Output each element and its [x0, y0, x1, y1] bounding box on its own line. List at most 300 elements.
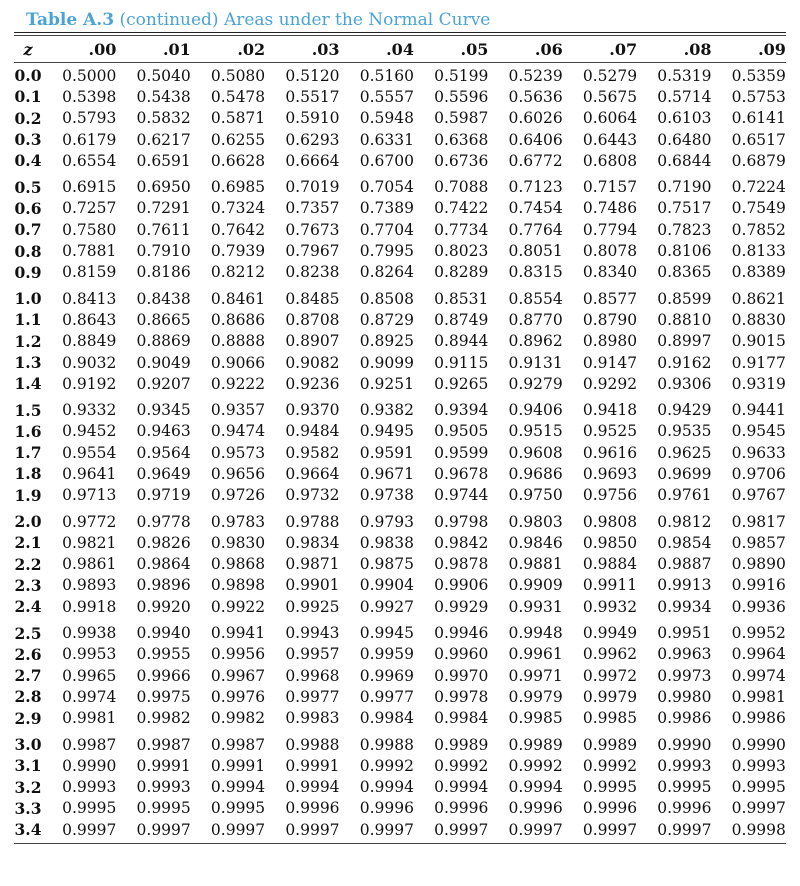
- table-cell: 0.9956: [210, 645, 266, 664]
- table-cell: 0.9993: [136, 778, 191, 797]
- table-cell: 0.9996: [582, 799, 638, 818]
- table-cell: 0.7157: [582, 178, 638, 197]
- z-value: 2.7: [14, 666, 42, 686]
- table-row: [14, 108, 786, 129]
- z-value: 0.4: [14, 151, 42, 171]
- table-cell: 0.9236: [285, 374, 340, 393]
- table-cell: 0.6064: [582, 109, 638, 128]
- z-value: 2.9: [14, 708, 42, 728]
- table-cell: 0.9994: [434, 778, 489, 797]
- table-cell: 0.9357: [210, 401, 266, 420]
- table-cell: 0.9706: [731, 464, 786, 483]
- table-cell: 0.8159: [62, 263, 117, 282]
- table-cell: 0.9959: [359, 645, 414, 664]
- table-cell: 0.6591: [136, 151, 191, 170]
- table-cell: 0.9671: [359, 464, 414, 483]
- table-cell: 0.9625: [657, 443, 712, 462]
- z-value: 2.2: [14, 554, 42, 574]
- table-cell: 0.9974: [731, 666, 786, 685]
- table-cell: 0.7794: [582, 220, 638, 239]
- table-cell: 0.5675: [582, 87, 638, 106]
- table-cell: 0.9927: [359, 597, 414, 616]
- table-cell: 0.9997: [62, 820, 117, 839]
- table-cell: 0.9996: [434, 799, 489, 818]
- table-cell: 0.9992: [359, 756, 414, 775]
- table-caption: [26, 10, 490, 30]
- table-cell: 0.8962: [508, 332, 563, 351]
- table-cell: 0.7190: [657, 178, 712, 197]
- table-cell: 0.9641: [62, 464, 117, 483]
- table-cell: 0.9452: [62, 422, 117, 441]
- table-cell: 0.9857: [731, 533, 786, 552]
- table-cell: 0.9292: [582, 374, 638, 393]
- header-col: .07: [609, 39, 638, 59]
- table-cell: 0.9916: [731, 576, 786, 595]
- table-cell: 0.9429: [657, 401, 712, 420]
- table-cell: 0.9778: [136, 512, 191, 531]
- table-cell: 0.9783: [210, 512, 266, 531]
- table-cell: 0.7224: [731, 178, 786, 197]
- table-cell: 0.9032: [62, 353, 117, 372]
- table-cell: 0.9162: [657, 353, 712, 372]
- table-cell: 0.9463: [136, 422, 191, 441]
- table-cell: 0.9979: [582, 687, 638, 706]
- table-cell: 0.9992: [508, 756, 563, 775]
- table-cell: 0.5199: [434, 66, 489, 85]
- table-row: [14, 86, 786, 107]
- table-cell: 0.9906: [434, 576, 489, 595]
- table-cell: 0.9896: [136, 576, 191, 595]
- table-cell: 0.9995: [62, 799, 117, 818]
- table-cell: 0.6368: [434, 130, 489, 149]
- table-cell: 0.9941: [210, 624, 266, 643]
- table-cell: 0.9582: [285, 443, 340, 462]
- table-cell: 0.7823: [657, 220, 712, 239]
- z-value: 1.7: [14, 443, 42, 463]
- table-cell: 0.6950: [136, 178, 191, 197]
- header-z: z: [23, 39, 33, 59]
- table-cell: 0.6554: [62, 151, 117, 170]
- table-cell: 0.9995: [136, 799, 191, 818]
- table-cell: 0.8621: [731, 289, 786, 308]
- table-cell: 0.8461: [210, 289, 266, 308]
- table-cell: 0.8340: [582, 263, 638, 282]
- table-cell: 0.9982: [210, 709, 266, 728]
- table-cell: 0.9977: [359, 687, 414, 706]
- table-cell: 0.9913: [657, 576, 712, 595]
- table-cell: 0.9946: [434, 624, 489, 643]
- header-col: .02: [237, 39, 266, 59]
- table-cell: 0.7088: [434, 178, 489, 197]
- table-row: [14, 442, 786, 463]
- table-cell: 0.9535: [657, 422, 712, 441]
- table-row: [14, 644, 786, 665]
- table-cell: 0.9545: [731, 422, 786, 441]
- table-cell: 0.7734: [434, 220, 489, 239]
- table-cell: 0.9940: [136, 624, 191, 643]
- table-cell: 0.7967: [285, 242, 340, 261]
- table-cell: 0.6217: [136, 130, 191, 149]
- table-cell: 0.9633: [731, 443, 786, 462]
- table-cell: 0.9953: [62, 645, 117, 664]
- table-row: [14, 373, 786, 394]
- table-row: [14, 240, 786, 261]
- header-col: .01: [162, 39, 191, 59]
- z-value: 0.9: [14, 262, 42, 282]
- table-cell: 0.9989: [434, 735, 489, 754]
- table-cell: 0.9821: [62, 533, 117, 552]
- table-cell: 0.9842: [434, 533, 489, 552]
- table-cell: 0.8708: [285, 310, 340, 329]
- table-row: [14, 65, 786, 86]
- table-caption-label: Table A.3: [26, 10, 115, 30]
- z-value: 2.5: [14, 623, 42, 643]
- table-cell: 0.5160: [359, 66, 414, 85]
- table-cell: 0.9192: [62, 374, 117, 393]
- table-cell: 0.5279: [582, 66, 638, 85]
- table-cell: 0.7257: [62, 199, 117, 218]
- table-cell: 0.5636: [508, 87, 563, 106]
- table-cell: 0.9938: [62, 624, 117, 643]
- table-cell: 0.9990: [657, 735, 712, 754]
- table-row: [14, 198, 786, 219]
- table-cell: 0.9994: [285, 778, 340, 797]
- table-cell: 0.9898: [210, 576, 266, 595]
- z-value: 1.0: [14, 289, 42, 309]
- table-cell: 0.9991: [136, 756, 191, 775]
- table-cell: 0.9656: [210, 464, 266, 483]
- z-value: 0.7: [14, 220, 42, 240]
- z-value: 2.1: [14, 533, 42, 553]
- table-cell: 0.7995: [359, 242, 414, 261]
- table-cell: 0.9992: [582, 756, 638, 775]
- table-cell: 0.9994: [508, 778, 563, 797]
- table-cell: 0.7389: [359, 199, 414, 218]
- table-cell: 0.9099: [359, 353, 414, 372]
- table-cell: 0.8907: [285, 332, 340, 351]
- table-cell: 0.9965: [62, 666, 117, 685]
- table-cell: 0.7517: [657, 199, 712, 218]
- table-cell: 0.8264: [359, 263, 414, 282]
- table-cell: 0.9996: [508, 799, 563, 818]
- z-value: 0.5: [14, 177, 42, 197]
- table-cell: 0.9015: [731, 332, 786, 351]
- table-cell: 0.9750: [508, 486, 563, 505]
- table-cell: 0.7123: [508, 178, 563, 197]
- table-cell: 0.6808: [582, 151, 638, 170]
- table-cell: 0.9972: [582, 666, 638, 685]
- table-cell: 0.7642: [210, 220, 266, 239]
- z-value: 3.1: [14, 756, 42, 776]
- z-value: 0.6: [14, 198, 42, 218]
- table-cell: 0.6844: [657, 151, 712, 170]
- table-cell: 0.7704: [359, 220, 414, 239]
- header-col: .08: [683, 39, 712, 59]
- table-cell: 0.9929: [434, 597, 489, 616]
- table-row: [14, 309, 786, 330]
- table-cell: 0.9991: [210, 756, 266, 775]
- table-cell: 0.9793: [359, 512, 414, 531]
- header-row: [14, 36, 786, 62]
- table-cell: 0.9901: [285, 576, 340, 595]
- table-cell: 0.5910: [285, 109, 340, 128]
- table-cell: 0.9608: [508, 443, 563, 462]
- table-cell: 0.9997: [434, 820, 489, 839]
- table-cell: 0.9994: [210, 778, 266, 797]
- table-cell: 0.9993: [731, 756, 786, 775]
- table-cell: 0.9850: [582, 533, 638, 552]
- z-value: 3.0: [14, 735, 42, 755]
- table-cell: 0.9082: [285, 353, 340, 372]
- table-cell: 0.9834: [285, 533, 340, 552]
- header-col: .03: [311, 39, 340, 59]
- table-cell: 0.5478: [210, 87, 266, 106]
- table-cell: 0.9573: [210, 443, 266, 462]
- table-cell: 0.9406: [508, 401, 563, 420]
- table-cell: 0.9990: [731, 735, 786, 754]
- table-cell: 0.5948: [359, 109, 414, 128]
- table-cell: 0.8389: [731, 263, 786, 282]
- table-cell: 0.9963: [657, 645, 712, 664]
- table-cell: 0.9505: [434, 422, 489, 441]
- table-cell: 0.9981: [731, 687, 786, 706]
- table-cell: 0.5596: [434, 87, 489, 106]
- table-cell: 0.9974: [62, 687, 117, 706]
- table-cell: 0.9943: [285, 624, 340, 643]
- table-cell: 0.9904: [359, 576, 414, 595]
- table-cell: 0.9147: [582, 353, 638, 372]
- table-cell: 0.9599: [434, 443, 489, 462]
- table-cell: 0.9207: [136, 374, 191, 393]
- table-cell: 0.9922: [210, 597, 266, 616]
- table-cell: 0.9115: [434, 353, 489, 372]
- table-cell: 0.9979: [508, 687, 563, 706]
- table-cell: 0.9761: [657, 486, 712, 505]
- table-row: [14, 554, 786, 575]
- normal-curve-table: [14, 32, 786, 844]
- table-cell: 0.9345: [136, 401, 191, 420]
- table-cell: 0.9962: [582, 645, 638, 664]
- table-cell: 0.9990: [62, 756, 117, 775]
- table-cell: 0.8643: [62, 310, 117, 329]
- table-cell: 0.9564: [136, 443, 191, 462]
- table-cell: 0.6103: [657, 109, 712, 128]
- table-cell: 0.5832: [136, 109, 191, 128]
- table-cell: 0.5239: [508, 66, 563, 85]
- table-cell: 0.9993: [657, 756, 712, 775]
- table-row: [14, 352, 786, 373]
- table-cell: 0.9970: [434, 666, 489, 685]
- table-cell: 0.8790: [582, 310, 638, 329]
- table-cell: 0.9319: [731, 374, 786, 393]
- table-cell: 0.9995: [731, 778, 786, 797]
- table-cell: 0.7910: [136, 242, 191, 261]
- table-cell: 0.9982: [136, 709, 191, 728]
- table-cell: 0.9222: [210, 374, 266, 393]
- table-cell: 0.8413: [62, 289, 117, 308]
- table-cell: 0.8980: [582, 332, 638, 351]
- table-cell: 0.9826: [136, 533, 191, 552]
- header-col: .00: [88, 39, 117, 59]
- table-cell: 0.9987: [210, 735, 266, 754]
- table-row: [14, 575, 786, 596]
- table-cell: 0.9984: [434, 709, 489, 728]
- table-cell: 0.5714: [657, 87, 712, 106]
- table-cell: 0.9394: [434, 401, 489, 420]
- table-cell: 0.9772: [62, 512, 117, 531]
- table-cell: 0.8485: [285, 289, 340, 308]
- table-cell: 0.5438: [136, 87, 191, 106]
- table-cell: 0.9964: [731, 645, 786, 664]
- table-cell: 0.8599: [657, 289, 712, 308]
- table-cell: 0.9871: [285, 555, 340, 574]
- table-cell: 0.9854: [657, 533, 712, 552]
- table-cell: 0.9251: [359, 374, 414, 393]
- table-cell: 0.9864: [136, 555, 191, 574]
- table-cell: 0.9893: [62, 576, 117, 595]
- table-cell: 0.8849: [62, 332, 117, 351]
- table-cell: 0.8944: [434, 332, 489, 351]
- table-cell: 0.8315: [508, 263, 563, 282]
- table-cell: 0.9993: [62, 778, 117, 797]
- table-row: [14, 176, 786, 197]
- table-cell: 0.9934: [657, 597, 712, 616]
- table-cell: 0.9997: [657, 820, 712, 839]
- table-cell: 0.5793: [62, 109, 117, 128]
- table-cell: 0.9744: [434, 486, 489, 505]
- table-cell: 0.9960: [434, 645, 489, 664]
- table-cell: 0.9976: [210, 687, 266, 706]
- table-cell: 0.7580: [62, 220, 117, 239]
- table-cell: 0.9978: [434, 687, 489, 706]
- table-cell: 0.9370: [285, 401, 340, 420]
- table-cell: 0.9066: [210, 353, 266, 372]
- table-cell: 0.9997: [210, 820, 266, 839]
- table-cell: 0.9997: [136, 820, 191, 839]
- z-value: 3.2: [14, 777, 42, 797]
- table-cell: 0.7764: [508, 220, 563, 239]
- table-cell: 0.9997: [582, 820, 638, 839]
- table-cell: 0.5319: [657, 66, 712, 85]
- table-cell: 0.9887: [657, 555, 712, 574]
- z-value: 1.8: [14, 464, 42, 484]
- table-cell: 0.7939: [210, 242, 266, 261]
- table-cell: 0.5871: [210, 109, 266, 128]
- table-cell: 0.6443: [582, 130, 638, 149]
- table-caption-text: (continued) Areas under the Normal Curve: [119, 10, 491, 30]
- table-row: [14, 421, 786, 442]
- table-cell: 0.7549: [731, 199, 786, 218]
- table-row: [14, 755, 786, 776]
- table-cell: 0.6879: [731, 151, 786, 170]
- header-col: .06: [534, 39, 563, 59]
- table-row: [14, 331, 786, 352]
- table-cell: 0.9664: [285, 464, 340, 483]
- table-cell: 0.9767: [731, 486, 786, 505]
- table-cell: 0.7881: [62, 242, 117, 261]
- table-cell: 0.8212: [210, 263, 266, 282]
- table-cell: 0.9983: [285, 709, 340, 728]
- table-cell: 0.6664: [285, 151, 340, 170]
- header-col: .05: [460, 39, 489, 59]
- table-row: [14, 734, 786, 755]
- table-row: [14, 686, 786, 707]
- table-cell: 0.9977: [285, 687, 340, 706]
- table-cell: 0.8554: [508, 289, 563, 308]
- table-cell: 0.8133: [731, 242, 786, 261]
- table-cell: 0.9719: [136, 486, 191, 505]
- table-row: [14, 777, 786, 798]
- table-cell: 0.8749: [434, 310, 489, 329]
- table-cell: 0.9279: [508, 374, 563, 393]
- table-cell: 0.9693: [582, 464, 638, 483]
- table-row: [14, 596, 786, 617]
- table-cell: 0.9868: [210, 555, 266, 574]
- table-cell: 0.9994: [359, 778, 414, 797]
- table-cell: 0.9966: [136, 666, 191, 685]
- table-cell: 0.5040: [136, 66, 191, 85]
- table-cell: 0.8665: [136, 310, 191, 329]
- table-cell: 0.7422: [434, 199, 489, 218]
- table-cell: 0.9975: [136, 687, 191, 706]
- table-cell: 0.9808: [582, 512, 638, 531]
- table-cell: 0.5000: [62, 66, 117, 85]
- table-cell: 0.6985: [210, 178, 266, 197]
- table-cell: 0.9936: [731, 597, 786, 616]
- table-cell: 0.9878: [434, 555, 489, 574]
- table-cell: 0.8289: [434, 263, 489, 282]
- table-row: [14, 622, 786, 643]
- table-cell: 0.9812: [657, 512, 712, 531]
- table-cell: 0.9817: [731, 512, 786, 531]
- table-cell: 0.9989: [508, 735, 563, 754]
- table-cell: 0.9911: [582, 576, 638, 595]
- z-value: 2.6: [14, 644, 42, 664]
- table-cell: 0.8438: [136, 289, 191, 308]
- table-cell: 0.8078: [582, 242, 638, 261]
- table-cell: 0.9525: [582, 422, 638, 441]
- table-cell: 0.8869: [136, 332, 191, 351]
- table-cell: 0.9830: [210, 533, 266, 552]
- table-cell: 0.9881: [508, 555, 563, 574]
- table-cell: 0.9955: [136, 645, 191, 664]
- table-cell: 0.7357: [285, 199, 340, 218]
- table-cell: 0.8238: [285, 263, 340, 282]
- table-cell: 0.9985: [508, 709, 563, 728]
- table-cell: 0.9909: [508, 576, 563, 595]
- table-cell: 0.9418: [582, 401, 638, 420]
- table-cell: 0.9474: [210, 422, 266, 441]
- table-cell: 0.9846: [508, 533, 563, 552]
- table-cell: 0.8888: [210, 332, 266, 351]
- table-cell: 0.9918: [62, 597, 117, 616]
- table-cell: 0.9984: [359, 709, 414, 728]
- table-cell: 0.9884: [582, 555, 638, 574]
- table-cell: 0.9699: [657, 464, 712, 483]
- table-cell: 0.9803: [508, 512, 563, 531]
- table-cell: 0.7852: [731, 220, 786, 239]
- z-value: 0.1: [14, 87, 42, 107]
- table-cell: 0.6293: [285, 130, 340, 149]
- table-cell: 0.6915: [62, 178, 117, 197]
- table-cell: 0.5359: [731, 66, 786, 85]
- table-row: [14, 463, 786, 484]
- table-cell: 0.7291: [136, 199, 191, 218]
- table-row: [14, 150, 786, 171]
- z-value: 2.3: [14, 575, 42, 595]
- table-cell: 0.9948: [508, 624, 563, 643]
- table-cell: 0.6179: [62, 130, 117, 149]
